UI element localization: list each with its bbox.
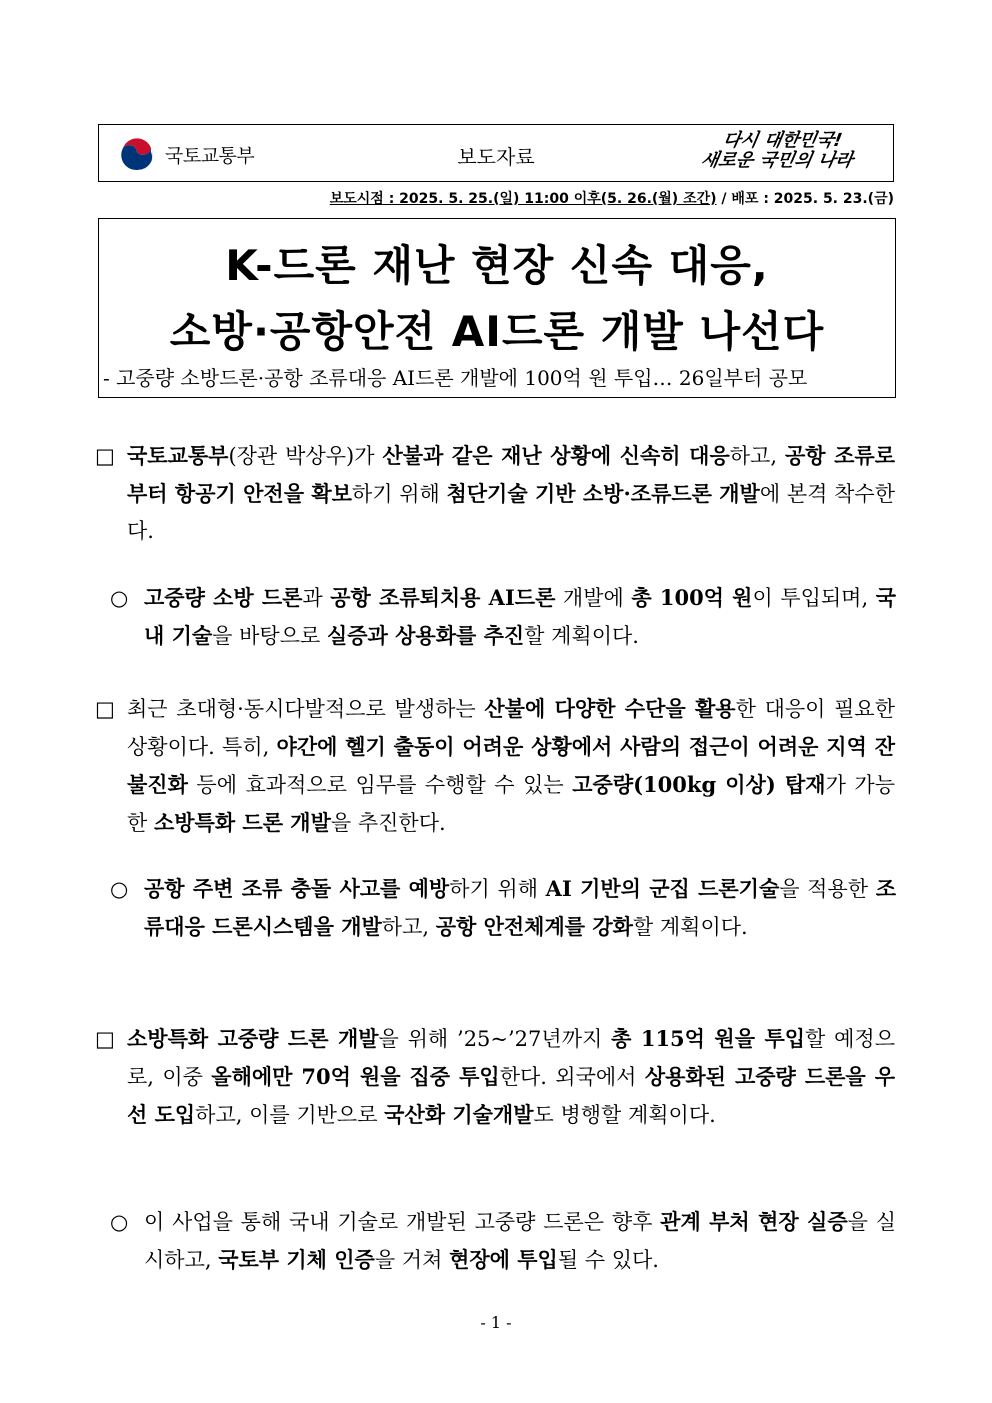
square-bullet: □ <box>95 444 115 468</box>
text-run: 가 가능한 <box>127 773 895 835</box>
text-run: 을 추진한다. <box>330 811 446 835</box>
doc-type-label: 보도자료 <box>457 145 535 169</box>
circle-bullet: ○ <box>110 1210 129 1234</box>
release-info <box>330 188 894 208</box>
bold-text-run: 조류대응 드론시스템을 개발 <box>144 876 896 939</box>
paragraph-text <box>144 586 896 648</box>
text-run: 등에 효과적으로 임무를 수행할 수 있는 <box>187 773 573 797</box>
bold-text-run: 실증과 상용화를 추진 <box>326 623 525 648</box>
text-run: 이 사업을 통해 국내 기술로 개발된 고중량 드론은 향후 <box>144 1210 661 1234</box>
text-run: 될 수 있다. <box>557 1248 659 1272</box>
text-run: 을 바탕으로 <box>212 624 327 648</box>
bold-text-run: 올해에만 70억 원을 집중 투입 <box>211 1064 500 1089</box>
bold-text-run: 고중량(100kg 이상) 탑재 <box>572 772 826 797</box>
text-run: 하고, <box>381 915 436 939</box>
text-run: 이 투입되며, <box>752 586 876 610</box>
headline-line-1: K-드론 재난 현장 신속 대응, <box>225 241 769 290</box>
bold-text-run: AI 기반의 군집 드론기술 <box>545 876 780 901</box>
text-run: 을 거쳐 <box>374 1248 450 1272</box>
text-run: 을 실시하고, <box>144 1210 896 1272</box>
text-run: 할 계획이다. <box>632 915 748 939</box>
paragraph-text <box>127 1027 895 1127</box>
bold-text-run: 현장에 투입 <box>449 1247 558 1272</box>
bold-text-run: 산불에 다양한 수단을 활용 <box>484 696 736 721</box>
text-run: 과 <box>302 586 331 610</box>
text-run: 한다. 외국에서 <box>499 1065 645 1089</box>
bold-text-run: 야간에 헬기 출동이 어려운 상황에서 사람의 접근이 어려운 지역 잔불진화 <box>127 734 895 797</box>
bold-text-run: 공항 안전체계를 강화 <box>435 914 633 939</box>
headline-line-2: 소방·공항안전 AI드론 개발 나선다 <box>169 307 825 356</box>
title-box <box>98 218 896 398</box>
square-bullet: □ <box>95 697 115 721</box>
bold-text-run: 국토부 기체 인증 <box>218 1247 375 1272</box>
bold-text-run: 상용화된 고중량 드론을 우선 도입 <box>127 1064 895 1127</box>
text-run: 도 병행할 계획이다. <box>533 1103 716 1127</box>
text-run: 최근 초대형·동시다발적으로 발생하는 <box>127 697 485 721</box>
bold-text-run: 공항 조류로부터 항공기 안전을 확보 <box>127 443 895 506</box>
paragraph-1 <box>95 437 895 550</box>
text-run: 을 위해 ’25~’27년까지 <box>378 1027 612 1051</box>
circle-bullet: ○ <box>110 586 129 610</box>
page-number: - 1 - <box>480 1313 512 1332</box>
paragraph-3 <box>95 690 895 842</box>
ministry-name: 국토교통부 <box>165 144 255 167</box>
square-bullet: □ <box>95 1027 115 1051</box>
text-run: 하기 위해 <box>351 482 447 506</box>
circle-bullet: ○ <box>110 877 129 901</box>
bold-text-run: 국토교통부 <box>127 443 229 468</box>
distribution-date: / 배포 : 2025. 5. 23.(금) <box>716 191 894 207</box>
text-run: (장관 박상우)가 <box>228 444 383 468</box>
header-box <box>98 124 894 182</box>
text-run: 하고, <box>729 444 785 468</box>
paragraph-text <box>127 697 895 835</box>
bold-text-run: 총 100억 원 <box>631 585 753 610</box>
bold-text-run: 공항 주변 조류 충돌 사고를 예방 <box>144 876 450 901</box>
bold-text-run: 소방특화 고중량 드론 개발 <box>127 1026 379 1051</box>
subtitle: - 고중량 소방드론·공항 조류대응 AI드론 개발에 100억 원 투입… 26일부터 공모 <box>103 366 808 390</box>
paragraph-text <box>144 1210 896 1272</box>
text-run: 하기 위해 <box>449 877 546 901</box>
text-run: 개발에 <box>555 586 632 610</box>
embargo-time: 보도시점 : 2025. 5. 25.(일) 11:00 이후(5. 26.(월) 조간) <box>329 191 717 207</box>
paragraph-5 <box>95 1020 895 1134</box>
paragraph-4 <box>110 870 896 946</box>
paragraph-6 <box>110 1203 896 1279</box>
text-run: 을 적용한 <box>779 877 876 901</box>
text-run: 에 본격 착수한다. <box>127 482 896 543</box>
text-run: 한 대응이 필요한 상황이다. 특히, <box>127 697 895 759</box>
bold-text-run: 산불과 같은 재난 상황에 신속히 대응 <box>382 443 730 468</box>
paragraph-2 <box>110 579 896 655</box>
text-run: 할 예정으로, 이중 <box>127 1027 895 1089</box>
slogan-line-1: 다시 대한민국! <box>721 130 844 151</box>
bold-text-run: 고중량 소방 드론 <box>144 585 303 610</box>
paragraph-text <box>127 444 895 543</box>
text-run: 하고, 이를 기반으로 <box>195 1103 385 1127</box>
bold-text-run: 총 115억 원을 투입 <box>611 1026 806 1051</box>
text-run: 할 계획이다. <box>524 624 639 648</box>
slogan-line-2: 새로운 국민의 나라 <box>699 150 855 171</box>
bold-text-run: 공항 조류퇴치용 AI드론 <box>330 585 556 610</box>
bold-text-run: 관계 부처 현장 실증 <box>660 1209 848 1234</box>
bold-text-run: 첨단기술 기반 소방·조류드론 개발 <box>446 481 760 506</box>
bold-text-run: 국내 기술 <box>144 585 896 648</box>
slogan <box>701 131 871 177</box>
bold-text-run: 국산화 기술개발 <box>384 1102 534 1127</box>
paragraph-text <box>144 877 896 939</box>
bold-text-run: 소방특화 드론 개발 <box>153 810 331 835</box>
